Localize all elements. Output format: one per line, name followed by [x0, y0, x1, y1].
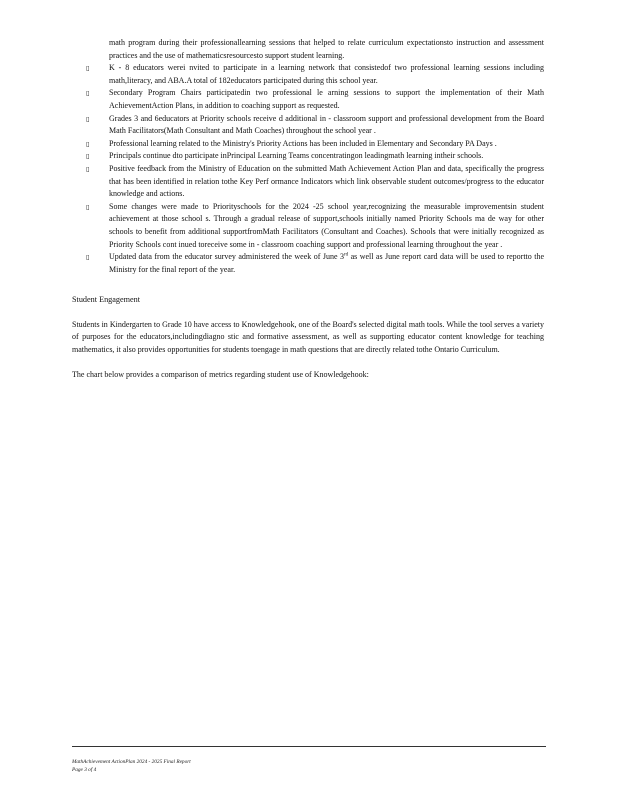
bullet-item: [72, 150, 544, 163]
bullet-icon: ▯: [86, 164, 90, 173]
continuation-paragraph: math program during their professionallearning sessions that helped to relate curriculum expectationsto instruction and assessment practices and the use of mathematicsresourcesto support student learning.: [109, 38, 544, 60]
bullet-text: K - 8 educators werei nvited to participate in a learning network that consistedof two professional learning sessions including math,literacy, and ABA.A total of 182educators participated during this school year.: [109, 63, 544, 85]
bullet-item: [72, 251, 544, 276]
bullet-icon: ▯: [86, 253, 90, 262]
bullet-item: [72, 62, 544, 87]
bullet-text: Grades 3 and 6educators at Priority schools receive d additional in - classroom support and professional development from the Board Math Facilitators(Math Consultant and Math Coaches) throughout the school year .: [109, 113, 544, 136]
body-paragraph: Students in Kindergarten to Grade 10 have access to Knowledgehook, one of the Board's selected digital math tools. While the tool serves a variety of purposes for the educators,includingdiagno stic and formative assessment, as well as supporting educator content knowledge for teaching mathematics, it also provides opportunities for students toengage in math questions that are directly related tothe Ontario Curriculum.: [72, 319, 544, 355]
bullet-item: [72, 163, 544, 201]
bullet-list: [72, 62, 544, 276]
section-heading: Student Engagement: [72, 295, 140, 305]
bullet-text: Secondary Program Chairs participatedin two professional le arning sessions to support the implementation of their Math AchievementAction Plans, in addition to coaching support as requested.: [109, 88, 544, 110]
bullet-icon: ▯: [86, 202, 90, 211]
bullet-item: [72, 201, 544, 251]
bullet-icon: ▯: [86, 114, 90, 123]
bullet-icon: ▯: [86, 139, 90, 148]
body-paragraph: The chart below provides a comparison of metrics regarding student use of Knowledgehook:: [72, 369, 369, 379]
bullet-item: [72, 113, 544, 138]
bullet-text-before: Updated data from the educator survey administered the week of June 3: [109, 252, 344, 262]
page-content: [72, 37, 544, 381]
footer-title: MathAchievement ActionPlan 2024 - 2025 Final Report: [72, 759, 191, 765]
bullet-text: Some changes were made to Priorityschools for the 2024 -25 school year,recognizing the measurable improvementsin student achievement at those school s. Through a gradual release of support,schools initially named Priority Schools ma de way for other schools to benefit from additional supportfromMath Facilitators (Consultant and Coaches). Schools that were initially recognized as Priority Schools cont inued toreceive some in - classroom coaching support and professional learning throughout the year .: [109, 201, 544, 249]
page-footer: [72, 746, 546, 774]
bullet-icon: ▯: [86, 64, 90, 73]
bullet-item: [72, 87, 544, 112]
footer-page-number: Page 3 of 4: [72, 767, 97, 773]
bullet-text: Principals continue dto participate inPrincipal Learning Teams concentratingon leadingmath learning intheir schools.: [109, 151, 484, 161]
bullet-icon: ▯: [86, 152, 90, 161]
bullet-text: Professional learning related to the Ministry's Priority Actions has been included in Elementary and Secondary PA Days .: [109, 138, 497, 148]
bullet-icon: ▯: [86, 89, 90, 98]
ordinal-superscript: rd: [343, 252, 349, 258]
bullet-text: Positive feedback from the Ministry of Education on the submitted Math Achievement Action Plan and data, specifically the progress that has been identified in relation tothe Key Perf ormance Indicators which link observable student outcomes/progress to the educator knowledge and actions.: [109, 163, 544, 199]
bullet-item: [72, 138, 544, 151]
bullet-text-after: as well as June report card data will be used to reportto the Ministry for the final report of the year.: [109, 252, 545, 274]
